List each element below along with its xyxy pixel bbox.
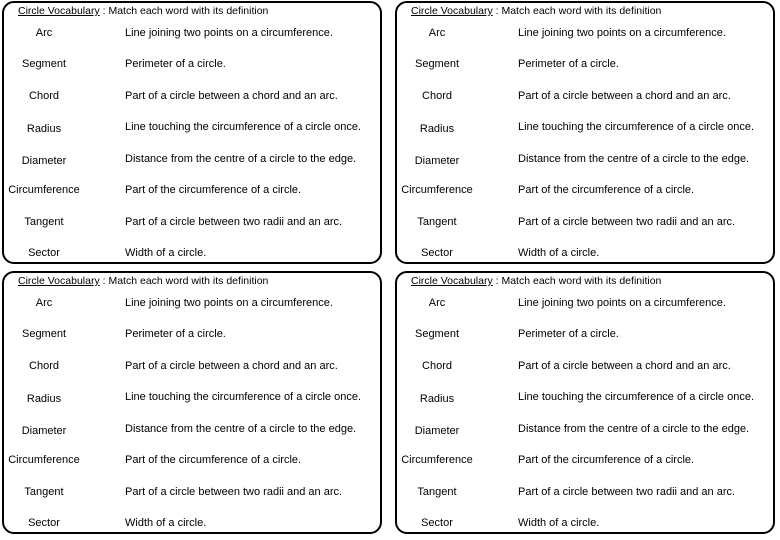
vocabulary-definition: Perimeter of a circle. bbox=[518, 328, 619, 340]
vocabulary-row bbox=[4, 391, 384, 407]
vocabulary-row bbox=[4, 58, 384, 74]
vocabulary-row bbox=[4, 27, 384, 43]
vocabulary-card bbox=[395, 271, 775, 534]
vocabulary-word: Sector bbox=[28, 247, 60, 259]
vocabulary-word: Segment bbox=[414, 328, 460, 340]
vocabulary-row bbox=[4, 328, 384, 344]
vocabulary-word: Tangent bbox=[24, 486, 64, 498]
vocabulary-card bbox=[2, 1, 382, 264]
vocabulary-definition: Line touching the circumference of a circle once. bbox=[125, 391, 362, 403]
vocabulary-word: Circumference bbox=[8, 454, 80, 466]
vocabulary-definition: Part of a circle between a chord and an arc. bbox=[125, 90, 338, 102]
vocabulary-definition: Part of a circle between a chord and an arc. bbox=[518, 90, 731, 102]
vocabulary-row bbox=[397, 360, 777, 376]
vocabulary-definition: Line joining two points on a circumference. bbox=[125, 297, 333, 309]
card-header bbox=[411, 275, 661, 287]
vocabulary-row bbox=[4, 454, 384, 470]
vocabulary-word: Arc bbox=[35, 297, 53, 309]
vocabulary-row bbox=[4, 247, 384, 263]
vocabulary-definition: Part of a circle between two radii and an arc. bbox=[125, 486, 343, 498]
title-colon: : bbox=[492, 5, 502, 17]
vocabulary-row bbox=[4, 360, 384, 376]
vocabulary-row bbox=[397, 121, 777, 137]
vocabulary-definition: Distance from the centre of a circle to the edge. bbox=[518, 153, 750, 165]
vocabulary-word: Chord bbox=[422, 90, 452, 102]
vocabulary-definition: Distance from the centre of a circle to the edge. bbox=[125, 153, 357, 165]
vocabulary-card bbox=[2, 271, 382, 534]
card-title: Circle Vocabulary bbox=[18, 275, 100, 287]
vocabulary-definition: Width of a circle. bbox=[518, 247, 600, 259]
vocabulary-word: Sector bbox=[421, 517, 453, 529]
vocabulary-definition: Part of the circumference of a circle. bbox=[125, 454, 302, 466]
vocabulary-row bbox=[397, 27, 777, 43]
vocabulary-definition: Line joining two points on a circumference. bbox=[518, 297, 726, 309]
vocabulary-row bbox=[397, 90, 777, 106]
vocabulary-word: Segment bbox=[414, 58, 460, 70]
card-header bbox=[18, 5, 268, 17]
vocabulary-row bbox=[397, 517, 777, 533]
vocabulary-row bbox=[397, 486, 777, 502]
vocabulary-row bbox=[4, 423, 384, 439]
vocabulary-definition: Line touching the circumference of a circle once. bbox=[125, 121, 362, 133]
vocabulary-definition: Distance from the centre of a circle to the edge. bbox=[518, 423, 750, 435]
card-header bbox=[411, 5, 661, 17]
vocabulary-definition: Part of a circle between a chord and an arc. bbox=[518, 360, 731, 372]
vocabulary-definition: Line joining two points on a circumference. bbox=[518, 27, 726, 39]
card-title: Circle Vocabulary bbox=[411, 5, 493, 17]
title-colon: : bbox=[492, 275, 502, 287]
vocabulary-word: Chord bbox=[29, 90, 59, 102]
vocabulary-word: Chord bbox=[29, 360, 59, 372]
vocabulary-word: Segment bbox=[21, 328, 67, 340]
vocabulary-word: Diameter bbox=[414, 155, 460, 167]
vocabulary-definition: Part of a circle between a chord and an arc. bbox=[125, 360, 338, 372]
card-instruction: Match each word with its definition bbox=[501, 5, 662, 17]
vocabulary-row bbox=[397, 247, 777, 263]
vocabulary-row bbox=[4, 121, 384, 137]
vocabulary-definition: Line touching the circumference of a circle once. bbox=[518, 391, 755, 403]
vocabulary-row bbox=[397, 58, 777, 74]
vocabulary-definition: Width of a circle. bbox=[125, 517, 207, 529]
vocabulary-row bbox=[397, 391, 777, 407]
vocabulary-word: Arc bbox=[428, 27, 446, 39]
vocabulary-row bbox=[4, 297, 384, 313]
card-title: Circle Vocabulary bbox=[411, 275, 493, 287]
vocabulary-definition: Width of a circle. bbox=[518, 517, 600, 529]
vocabulary-row bbox=[397, 297, 777, 313]
vocabulary-definition: Part of the circumference of a circle. bbox=[518, 184, 695, 196]
vocabulary-card bbox=[395, 1, 775, 264]
card-instruction: Match each word with its definition bbox=[501, 275, 662, 287]
vocabulary-row bbox=[4, 486, 384, 502]
vocabulary-word: Diameter bbox=[21, 155, 67, 167]
vocabulary-row bbox=[397, 153, 777, 169]
vocabulary-definition: Distance from the centre of a circle to the edge. bbox=[125, 423, 357, 435]
vocabulary-word: Circumference bbox=[401, 454, 473, 466]
vocabulary-definition: Part of the circumference of a circle. bbox=[125, 184, 302, 196]
vocabulary-word: Diameter bbox=[21, 425, 67, 437]
vocabulary-definition: Part of the circumference of a circle. bbox=[518, 454, 695, 466]
vocabulary-word: Arc bbox=[35, 27, 53, 39]
vocabulary-word: Segment bbox=[21, 58, 67, 70]
vocabulary-row bbox=[397, 423, 777, 439]
vocabulary-word: Tangent bbox=[24, 216, 64, 228]
vocabulary-definition: Width of a circle. bbox=[125, 247, 207, 259]
vocabulary-word: Tangent bbox=[417, 486, 457, 498]
vocabulary-definition: Line touching the circumference of a circle once. bbox=[518, 121, 755, 133]
card-header bbox=[18, 275, 268, 287]
card-title: Circle Vocabulary bbox=[18, 5, 100, 17]
vocabulary-definition: Part of a circle between two radii and an arc. bbox=[518, 216, 736, 228]
vocabulary-definition: Perimeter of a circle. bbox=[518, 58, 619, 70]
vocabulary-row bbox=[4, 90, 384, 106]
vocabulary-word: Radius bbox=[419, 393, 455, 405]
vocabulary-definition: Part of a circle between two radii and an arc. bbox=[518, 486, 736, 498]
vocabulary-row bbox=[397, 216, 777, 232]
vocabulary-word: Circumference bbox=[401, 184, 473, 196]
vocabulary-word: Sector bbox=[28, 517, 60, 529]
card-instruction: Match each word with its definition bbox=[108, 275, 269, 287]
vocabulary-definition: Perimeter of a circle. bbox=[125, 58, 226, 70]
vocabulary-definition: Perimeter of a circle. bbox=[125, 328, 226, 340]
card-instruction: Match each word with its definition bbox=[108, 5, 269, 17]
vocabulary-word: Tangent bbox=[417, 216, 457, 228]
vocabulary-row bbox=[4, 184, 384, 200]
vocabulary-definition: Line joining two points on a circumference. bbox=[125, 27, 333, 39]
vocabulary-word: Sector bbox=[421, 247, 453, 259]
vocabulary-word: Chord bbox=[422, 360, 452, 372]
vocabulary-row bbox=[397, 184, 777, 200]
vocabulary-word: Circumference bbox=[8, 184, 80, 196]
vocabulary-row bbox=[4, 216, 384, 232]
vocabulary-definition: Part of a circle between two radii and an arc. bbox=[125, 216, 343, 228]
vocabulary-row bbox=[4, 517, 384, 533]
vocabulary-word: Radius bbox=[26, 393, 62, 405]
title-colon: : bbox=[99, 5, 109, 17]
vocabulary-word: Radius bbox=[26, 123, 62, 135]
vocabulary-word: Diameter bbox=[414, 425, 460, 437]
vocabulary-row bbox=[4, 153, 384, 169]
vocabulary-word: Radius bbox=[419, 123, 455, 135]
title-colon: : bbox=[99, 275, 109, 287]
vocabulary-row bbox=[397, 328, 777, 344]
vocabulary-word: Arc bbox=[428, 297, 446, 309]
vocabulary-row bbox=[397, 454, 777, 470]
